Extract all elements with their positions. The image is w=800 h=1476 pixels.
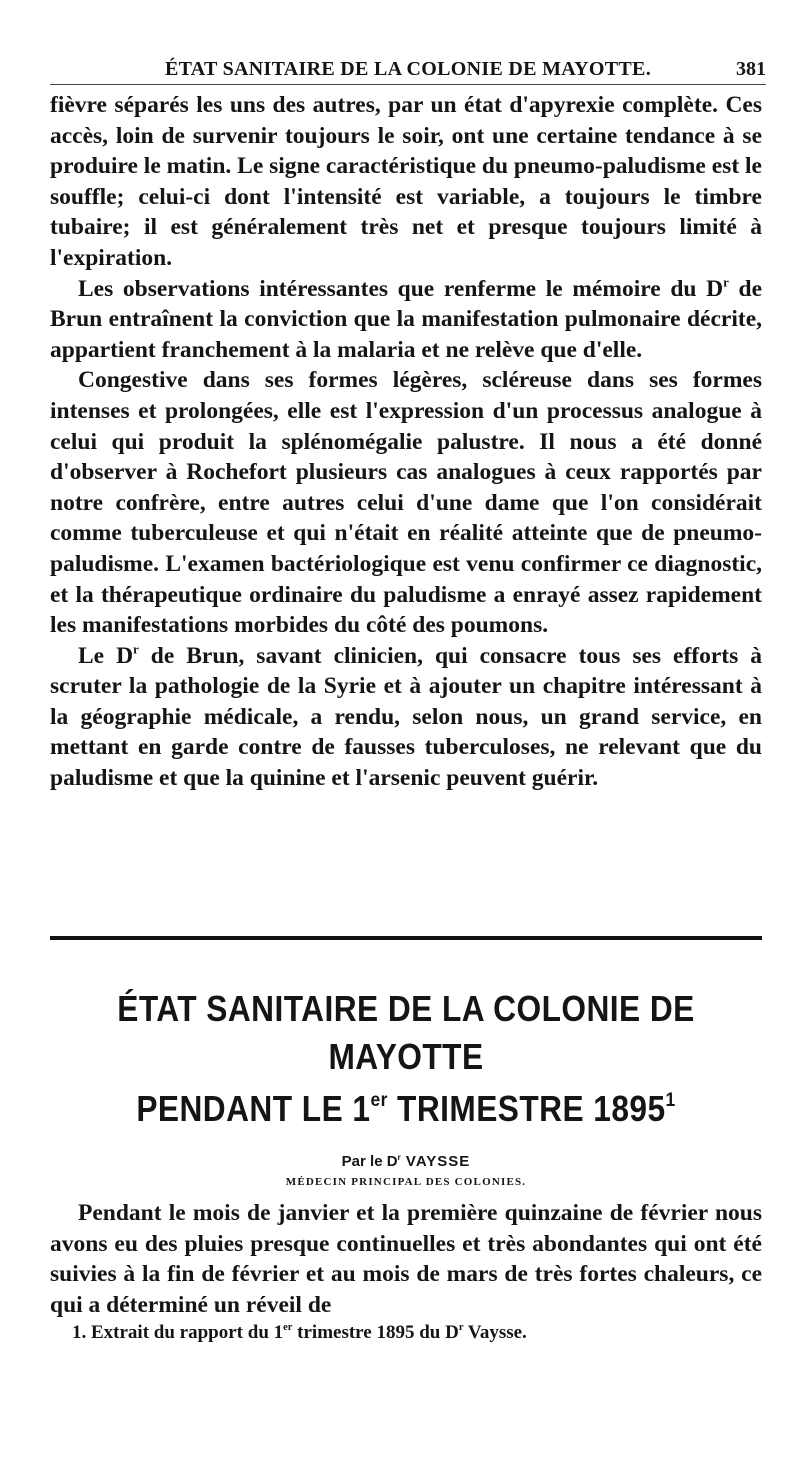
text-span: de Brun, savant clinicien, qui consacre tous ses efforts à scruter la pathologie de la Syrie et à ajouter un chapitre intéressant à la géographie médicale, a rendu, selon nous, un grand service, en mettant en garde contre de fausses tuberculoses, ne relevant que du paludisme et que la quinine et l'arsenic peuvent guérir. bbox=[50, 642, 762, 792]
superscript: er bbox=[370, 1089, 388, 1112]
title-line-2 bbox=[93, 1085, 720, 1133]
text-span: TRIMESTRE 1895 bbox=[387, 1088, 666, 1129]
superscript: r bbox=[133, 641, 139, 656]
superscript: r bbox=[397, 1152, 401, 1162]
text-span: de Brun entraînent la conviction que la manifestation pulmonaire décrite, appartient franchement à la malaria et ne relève que d'elle. bbox=[50, 275, 763, 363]
text-span: Par le D bbox=[341, 1153, 398, 1170]
text-span: Le D bbox=[78, 642, 134, 669]
byline bbox=[50, 1153, 762, 1170]
running-head bbox=[50, 58, 766, 85]
article-heading bbox=[50, 985, 762, 1188]
body-text bbox=[50, 90, 762, 794]
footnote bbox=[72, 1322, 527, 1344]
footnote-marker: 1 bbox=[665, 1089, 676, 1112]
paragraph bbox=[50, 274, 762, 366]
text-span: Extrait du rapport du 1 bbox=[86, 1322, 284, 1343]
paragraph: Congestive dans ses formes légères, scléreuse dans ses formes intenses et prolongées, elle est l'expression d'un processus analogue à celui qui produit la splénomégalie palustre. Il nous a été donné d'observer à Rochefort plusieurs cas analogues à ceux rapportés par notre confrère, entre autres celui d'une dame que l'on considérait comme tuberculeuse et qui n'était en réalité atteinte que de pneumo-paludisme. L'examen bactériologique est venu confirmer ce diagnostic, et la thérapeutique ordinaire du paludisme a enrayé assez rapidement les manifestations morbides du côté des poumons. bbox=[50, 367, 762, 639]
paragraph: Pendant le mois de janvier et la première quinzaine de février nous avons eu des pluies presque continuelles et très abondantes qui ont été suivies à la fin de février et au mois de mars de très fortes chaleurs, ce qui a déterminé un réveil de bbox=[50, 1200, 762, 1318]
author-name: VAYSSE bbox=[400, 1153, 471, 1170]
article-title bbox=[93, 985, 720, 1133]
superscript: r bbox=[458, 1322, 464, 1334]
superscript: r bbox=[723, 273, 729, 289]
footnote-number: 1. bbox=[72, 1322, 87, 1343]
superscript: er bbox=[283, 1322, 293, 1334]
text-span: trimestre 1895 du D bbox=[292, 1322, 459, 1343]
title-line-1: ÉTAT SANITAIRE DE LA COLONIE DE MAYOTTE bbox=[117, 988, 695, 1077]
text-span: PENDANT LE 1 bbox=[136, 1088, 371, 1129]
article-intro bbox=[50, 1198, 762, 1320]
running-head-title: ÉTAT SANITAIRE DE LA COLONIE DE MAYOTTE. bbox=[164, 58, 651, 80]
author-role: MÉDECIN PRINCIPAL DES COLONIES. bbox=[285, 1176, 527, 1188]
section-divider bbox=[50, 936, 762, 940]
page-number: 381 bbox=[736, 58, 766, 80]
text-span: Vaysse. bbox=[463, 1322, 527, 1343]
paragraph bbox=[50, 641, 762, 794]
paragraph-continued: fièvre séparés les uns des autres, par un état d'apyrexie complète. Ces accès, loin de survenir toujours le soir, ont une certaine tendance à se produire le matin. Le signe caractéristique du pneumo-paludisme est le souffle; celui-ci dont l'intensité est variable, a toujours le timbre tubaire; il est généralement très net et presque toujours limité à l'expiration. bbox=[50, 92, 762, 271]
text-span: Les observations intéressantes que renferme le mémoire du D bbox=[78, 275, 724, 302]
